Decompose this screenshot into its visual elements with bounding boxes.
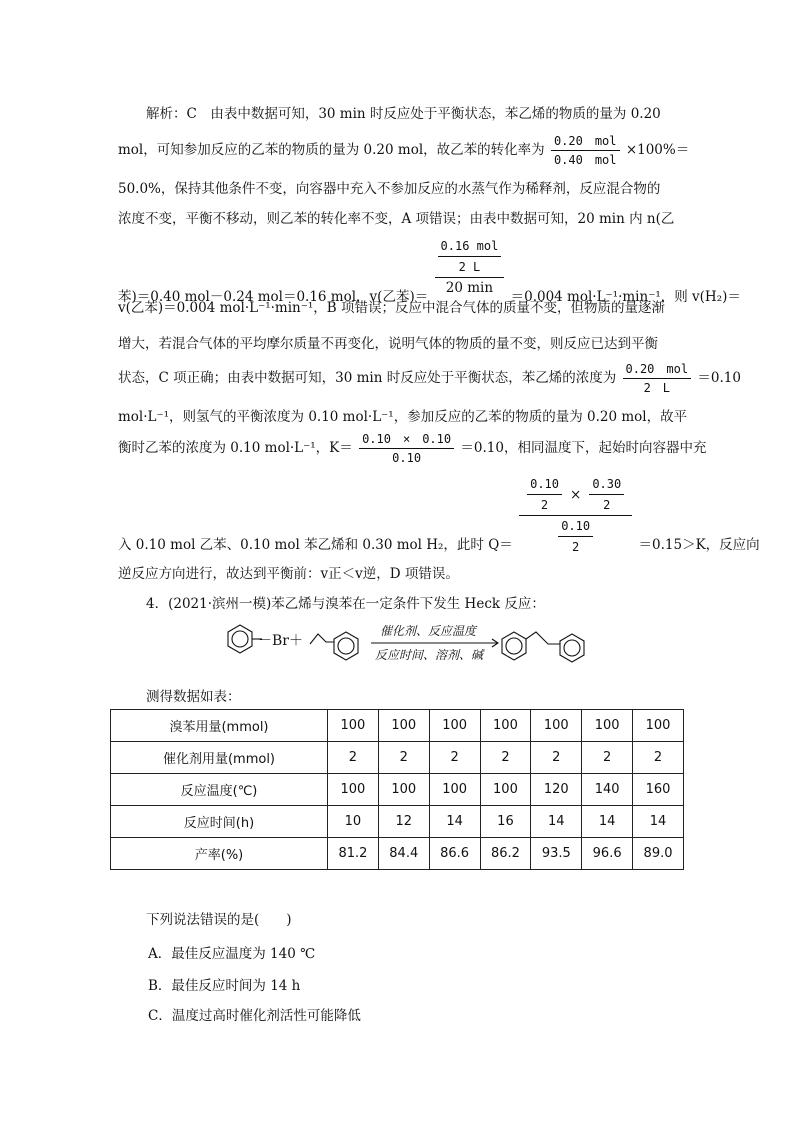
table-row (111, 710, 684, 742)
table-cell: 120 (531, 774, 582, 806)
solution-text: ＝0.10，相同温度下，起始时向容器中充 (460, 440, 707, 456)
row-label: 反应时间(h) (111, 806, 328, 838)
table-row (111, 806, 684, 838)
rate-compound-fraction (435, 236, 505, 298)
fraction-numerator: 0.10 (527, 474, 562, 495)
reaction-quotient-fraction (519, 474, 632, 557)
table-cell: 2 (480, 742, 531, 774)
table-cell: 100 (429, 710, 480, 742)
heck-reaction-scheme (218, 622, 608, 664)
aromatic-circle-icon (338, 638, 354, 654)
fraction-denominator: 0.10 (392, 451, 422, 465)
arrow-top-conditions: 催化剂、反应温度 (380, 624, 477, 638)
table-cell: 96.6 (582, 838, 633, 870)
aromatic-circle-icon (506, 638, 522, 654)
fraction-numerator: 0.20 mol (623, 360, 692, 379)
fraction-numerator (435, 236, 505, 278)
table-cell: 86.2 (480, 838, 531, 870)
concentration-fraction (623, 360, 692, 397)
table-cell: 2 (633, 742, 684, 774)
fraction-numerator: 0.10 (558, 516, 593, 537)
solution-text: ×100%＝ (625, 142, 690, 158)
table-cell: 2 (429, 742, 480, 774)
table-cell: 10 (328, 806, 379, 838)
solution-text: ＝0.10 (697, 370, 741, 386)
fraction-denominator: 0.40 mol (553, 153, 617, 167)
fraction-denominator: 2 (540, 498, 549, 512)
solution-line-7: 增大，若混合气体的平均摩尔质量不再变化，说明气体的物质的量不变，则反应已达到平衡 (118, 336, 658, 352)
results-table (110, 709, 684, 870)
fraction-numerator: 0.30 (589, 474, 624, 495)
question-stem: 4．(2021·滨州一模)苯乙烯与溴苯在一定条件下发生 Heck 反应： (146, 596, 545, 612)
row-label: 反应温度(℃) (111, 774, 328, 806)
row-label: 催化剂用量(mmol) (111, 742, 328, 774)
table-cell: 2 (378, 742, 429, 774)
table-cell: 84.4 (378, 838, 429, 870)
solution-line-10 (118, 430, 706, 467)
vinyl-group-icon (310, 634, 334, 644)
conversion-fraction (551, 132, 620, 169)
question-prompt: 下列说法错误的是( ) (146, 912, 292, 928)
table-cell: 100 (378, 774, 429, 806)
table-cell: 2 (531, 742, 582, 774)
inner-fraction (558, 516, 593, 557)
fraction-denominator: 20 min (445, 280, 494, 296)
solution-line-1: 解析：C 由表中数据可知，30 min 时反应处于平衡状态，苯乙烯的物质的量为 0.20 (146, 106, 661, 122)
table-row (111, 774, 684, 806)
option-a[interactable]: A．最佳反应温度为 140 ℃ (148, 946, 316, 962)
equilibrium-constant-fraction (359, 430, 454, 467)
solution-line-8 (118, 360, 741, 397)
solution-text: 苯)＝0.40 mol－0.24 mol＝0.16 mol，v(乙苯)＝ (118, 288, 429, 305)
row-label: 溴苯用量(mmol) (111, 710, 328, 742)
table-cell: 2 (328, 742, 379, 774)
fraction-denominator: 2 L (643, 381, 671, 395)
table-cell: 100 (582, 710, 633, 742)
solution-text: 入 0.10 mol 乙苯、0.10 mol 苯乙烯和 0.30 mol H₂，此时 Q＝ (118, 537, 513, 553)
table-cell: 14 (531, 806, 582, 838)
table-cell: 100 (480, 710, 531, 742)
solution-line-6: v(乙苯)＝0.004 mol·L⁻¹·min⁻¹，B 项错误；反应中混合气体的质量不变，但物质的量逐渐 (118, 300, 665, 316)
table-cell: 93.5 (531, 838, 582, 870)
fraction-numerator (519, 474, 632, 516)
solution-text: mol，可知参加反应的乙苯的物质的量为 0.20 mol，故乙苯的转化率为 (118, 142, 545, 158)
table-intro: 测得数据如表： (146, 689, 241, 705)
solution-text: ＝0.004 mol·L⁻¹·min⁻¹，则 v(H₂)＝ (510, 288, 741, 305)
aromatic-circle-icon (232, 631, 248, 647)
fraction-denominator: 2 L (458, 260, 481, 274)
solution-text: ＝0.15＞K，反应向 (638, 537, 760, 553)
table-cell: 2 (582, 742, 633, 774)
table-cell: 100 (378, 710, 429, 742)
solution-line-3: 50.0%，保持其他条件不变，向容器中充入不参加反应的水蒸气作为稀释剂，反应混合物的 (118, 181, 661, 197)
table-cell: 100 (328, 710, 379, 742)
table-cell: 81.2 (328, 838, 379, 870)
table-cell: 160 (633, 774, 684, 806)
solution-line-2 (118, 132, 689, 169)
fraction-numerator: 0.16 mol (438, 236, 502, 257)
table-cell: 100 (429, 774, 480, 806)
inner-fraction (527, 474, 562, 515)
solution-text: 状态，C 项正确；由表中数据可知，30 min 时反应处于平衡状态，苯乙烯的浓度为 (118, 370, 617, 386)
solution-line-12: 逆反应方向进行，故达到平衡前：v正＜v逆，D 项错误。 (118, 566, 459, 582)
solution-line-9: mol·L⁻¹，则氢气的平衡浓度为 0.10 mol·L⁻¹，参加反应的乙苯的物质的量为 0.20 mol，故平 (118, 409, 688, 425)
times-sign: × (570, 486, 582, 503)
table-cell: 100 (328, 774, 379, 806)
solution-line-5 (118, 236, 741, 305)
solution-line-11 (118, 474, 760, 557)
fraction-numerator: 0.10 × 0.10 (359, 430, 454, 449)
fraction-denominator (553, 516, 598, 557)
table-cell: 14 (429, 806, 480, 838)
table-cell: 100 (633, 710, 684, 742)
option-b[interactable]: B．最佳反应时间为 14 h (148, 978, 301, 994)
table-cell: 100 (480, 774, 531, 806)
table-row (111, 838, 684, 870)
fraction-numerator: 0.20 mol (551, 132, 620, 151)
aromatic-circle-icon (564, 640, 580, 656)
table-cell: 14 (633, 806, 684, 838)
solution-text: 衡时乙苯的浓度为 0.10 mol·L⁻¹，K＝ (118, 440, 353, 456)
table-cell: 140 (582, 774, 633, 806)
solution-line-4: 浓度不变，平衡不移动，则乙苯的转化率不变，A 项错误；由表中数据可知，20 min 内 n(乙 (118, 211, 675, 227)
option-c[interactable]: C．温度过高时催化剂活性可能降低 (148, 1008, 361, 1024)
alkene-bridge-icon (526, 632, 560, 644)
arrow-bottom-conditions: 反应时间、溶剂、碱 (375, 648, 484, 662)
table-cell: 14 (582, 806, 633, 838)
table-cell: 16 (480, 806, 531, 838)
fraction-denominator: 2 (572, 540, 580, 554)
inner-fraction (589, 474, 624, 515)
table-row (111, 742, 684, 774)
fraction-denominator: 2 (603, 498, 611, 512)
table-cell: 89.0 (633, 838, 684, 870)
table-cell: 100 (531, 710, 582, 742)
inner-fraction (438, 236, 502, 277)
table-cell: 86.6 (429, 838, 480, 870)
table-cell: 12 (378, 806, 429, 838)
bromine-label: －Br＋ (258, 633, 303, 649)
row-label: 产率(%) (111, 838, 328, 870)
